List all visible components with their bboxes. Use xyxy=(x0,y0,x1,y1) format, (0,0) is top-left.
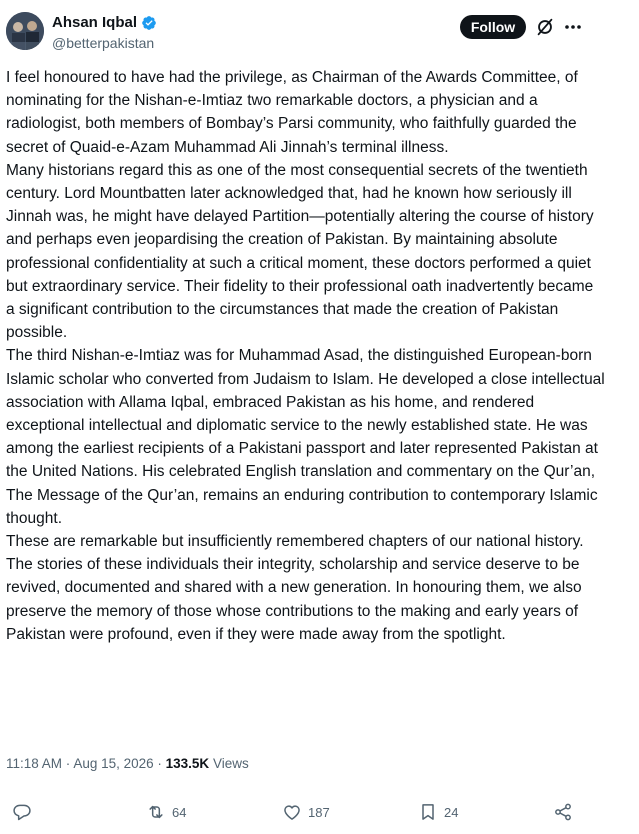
author-avatar[interactable] xyxy=(6,12,44,50)
share-icon xyxy=(553,802,573,822)
like-button[interactable] xyxy=(282,802,330,822)
meta-separator: · xyxy=(153,756,166,771)
post-date[interactable]: Aug 15, 2026 xyxy=(73,756,154,771)
post-paragraph: I feel honoured to have had the privilege, as Chairman of the Awards Committee, of nominating for the Nishan-e-Imtiaz two remarkable doctors, a physician and a radiologist, both members of Bombay’s Parsi community, who faithfully guarded the secret of Quaid-e-Azam Muhammad Ali Jinnah’s terminal illness. xyxy=(6,69,578,156)
author-handle[interactable]: @betterpakistan xyxy=(52,35,155,51)
verified-badge-icon xyxy=(141,15,157,31)
action-bar xyxy=(0,800,639,828)
post-header xyxy=(0,0,639,66)
like-count: 187 xyxy=(308,804,330,820)
views-count[interactable]: 133.5K xyxy=(165,756,210,771)
views-label: Views xyxy=(209,756,249,771)
author-name[interactable]: Ahsan Iqbal xyxy=(52,14,138,31)
post-meta xyxy=(6,756,249,771)
retweet-icon xyxy=(146,802,166,822)
post-paragraph: Many historians regard this as one of the most consequential secrets of the twentieth century. Lord Mountbatten later acknowledged that, had he known how seriously ill Jinnah was, he might have delayed Partition—potentially altering the course of history and perhaps even jeopardising the creation of Pakistan. By maintaining absolute professional confidentiality at such a critical moment, these doctors performed a quiet but extraordinary service. Their fidelity to their professional oath inadvertently became a significant contribution to the circumstances that made the creation of Pakistan possible. xyxy=(6,161,594,342)
bookmark-icon xyxy=(418,802,438,822)
reply-button[interactable] xyxy=(12,802,32,822)
grok-icon[interactable] xyxy=(534,16,556,38)
heart-icon xyxy=(282,802,302,822)
post-paragraph: These are remarkable but insufficiently remembered chapters of our national history. The stories of these individuals their integrity, scholarship and service deserve to be revived, documented and shared with a new generation. In honouring them, we also preserve the memory of those whose contributions to the making and early years of Pakistan were profound, even if they were made away from the spotlight. xyxy=(6,533,584,643)
share-button[interactable] xyxy=(553,802,573,822)
more-icon[interactable] xyxy=(564,20,582,34)
reply-icon xyxy=(12,802,32,822)
post-text xyxy=(6,66,606,646)
retweet-count: 64 xyxy=(172,804,187,820)
follow-button[interactable]: Follow xyxy=(460,15,526,39)
meta-separator: · xyxy=(62,756,74,771)
post-paragraph: The third Nishan-e-Imtiaz was for Muhammad Asad, the distinguished European-born Islamic scholar who converted from Judaism to Islam. He developed a close intellectual association with Allama Iqbal, embraced Pakistan as his home, and rendered exceptional intellectual and diplomatic service to the newly established state. He was among the earliest recipients of a Pakistani passport and later represented Pakistan at the United Nations. His celebrated English translation and commentary on the Qur’an, The Message of the Qur’an, remains an enduring contribution to contemporary Islamic thought. xyxy=(6,347,605,527)
bookmark-count: 24 xyxy=(444,804,459,820)
bookmark-button[interactable] xyxy=(418,802,458,822)
retweet-button[interactable] xyxy=(146,802,186,822)
author-name-row xyxy=(52,14,157,31)
post-time[interactable]: 11:18 AM xyxy=(6,756,63,771)
